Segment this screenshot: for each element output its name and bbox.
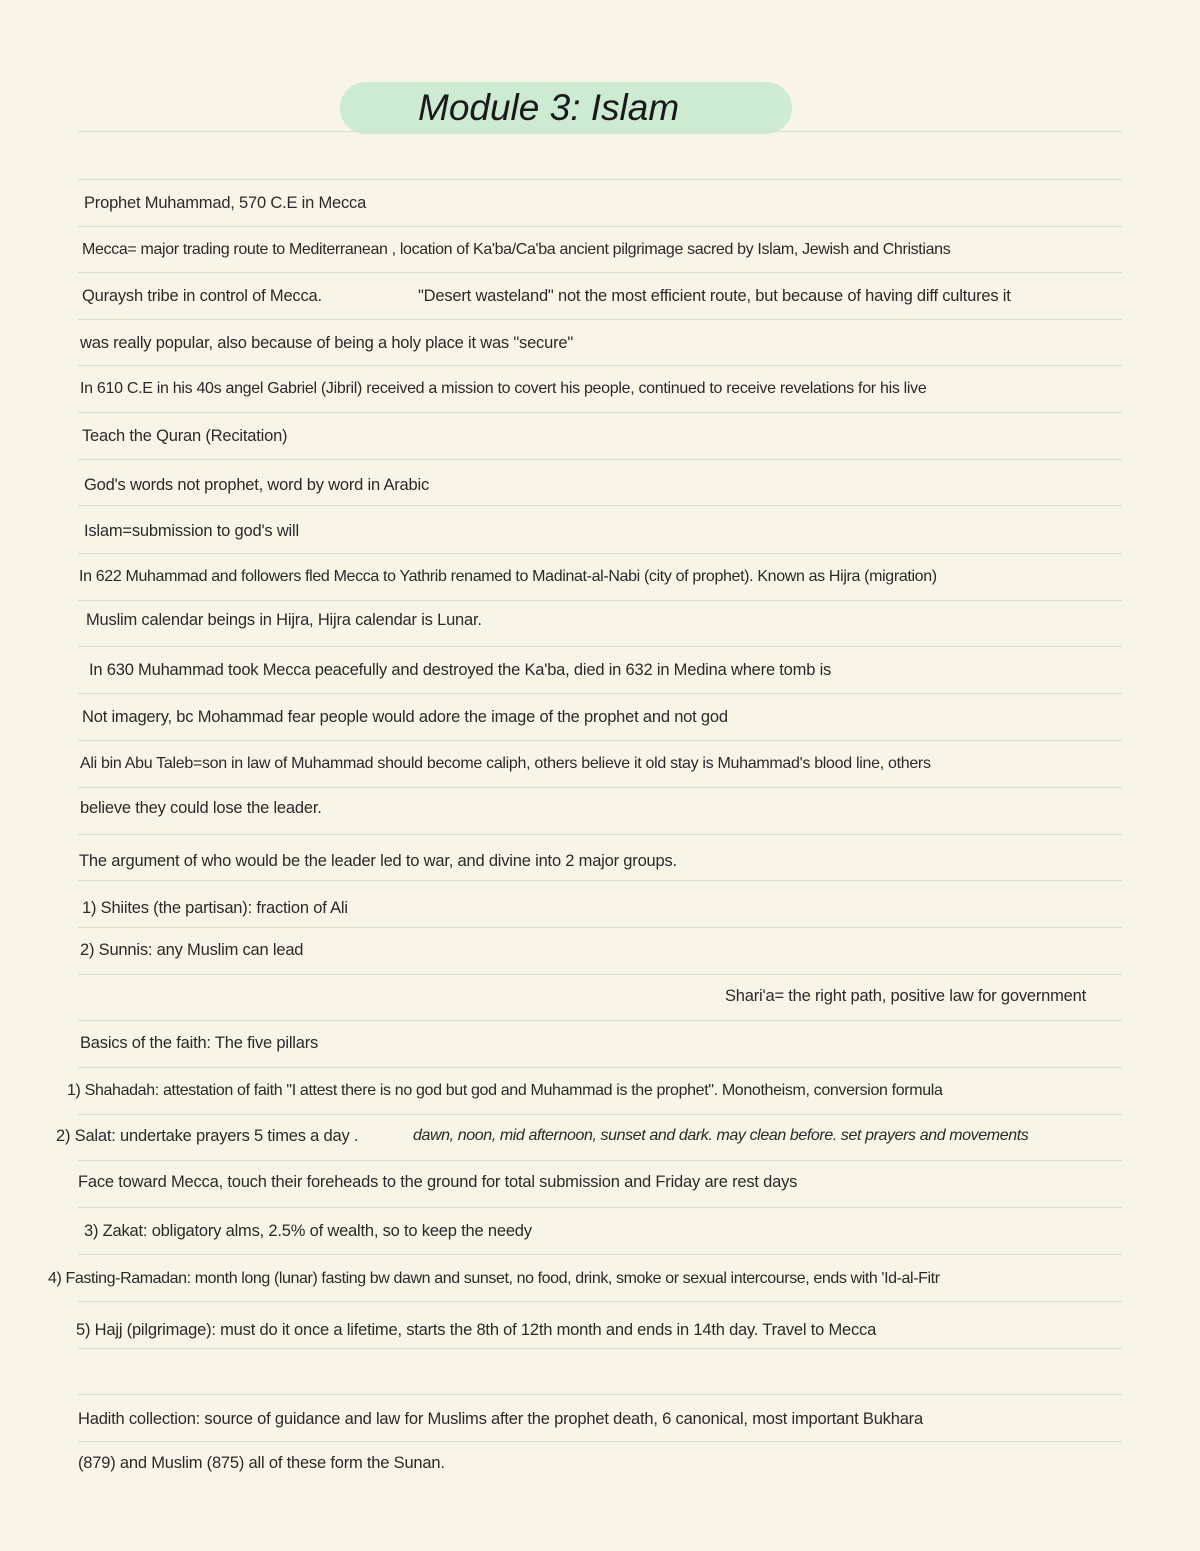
note-line: God's words not prophet, word by word in Arabic xyxy=(84,476,430,494)
note-line: Face toward Mecca, touch their foreheads to the ground for total submission and Friday are rest days xyxy=(78,1173,798,1191)
note-line: believe they could lose the leader. xyxy=(80,799,322,817)
note-line: Ali bin Abu Taleb=son in law of Muhammad should become caliph, others believe it old stay is Muhammad's blood line, others xyxy=(80,755,931,772)
note-line: Not imagery, bc Mohammad fear people would adore the image of the prophet and not god xyxy=(82,708,728,726)
rule-line xyxy=(78,600,1122,601)
note-line: 5) Hajj (pilgrimage): must do it once a lifetime, starts the 8th of 12th month and ends in 14th day. Travel to Mecca xyxy=(76,1321,877,1339)
note-line: Hadith collection: source of guidance and law for Muslims after the prophet death, 6 canonical, most important Bukhara xyxy=(78,1410,923,1428)
rule-line xyxy=(78,365,1122,366)
rule-line xyxy=(78,693,1122,694)
note-line: In 622 Muhammad and followers fled Mecca to Yathrib renamed to Madinat-al-Nabi (city of prophet). Known as Hijra (migration) xyxy=(79,568,937,585)
rule-line xyxy=(78,319,1122,320)
rule-line xyxy=(78,974,1122,975)
rule-line xyxy=(78,927,1122,928)
rule-line xyxy=(78,1301,1122,1302)
note-line: Teach the Quran (Recitation) xyxy=(82,427,288,445)
rule-line xyxy=(78,131,1122,132)
rule-line xyxy=(78,1067,1122,1068)
note-line: Mecca= major trading route to Mediterranean , location of Ka'ba/Ca'ba ancient pilgrimage sacred by Islam, Jewish and Christians xyxy=(82,241,951,258)
note-line: Muslim calendar beings in Hijra, Hijra calendar is Lunar. xyxy=(86,611,482,629)
rule-line xyxy=(78,787,1122,788)
rule-line xyxy=(78,880,1122,881)
note-line: 1) Shiites (the partisan): fraction of Ali xyxy=(82,899,348,917)
note-line: Islam=submission to god's will xyxy=(84,522,299,540)
note-line: Shari'a= the right path, positive law for government xyxy=(725,987,1086,1005)
note-line: 3) Zakat: obligatory alms, 2.5% of wealth, so to keep the needy xyxy=(84,1222,532,1240)
rule-line xyxy=(78,459,1122,460)
note-line: 1) Shahadah: attestation of faith "I attest there is no god but god and Muhammad is the prophet". Monotheism, conversion formula xyxy=(67,1082,943,1099)
note-line: 4) Fasting-Ramadan: month long (lunar) fasting bw dawn and sunset, no food, drink, smoke or sexual intercourse, ends with 'Id-al-Fitr xyxy=(48,1270,940,1287)
rule-line xyxy=(78,553,1122,554)
note-line: In 630 Muhammad took Mecca peacefully and destroyed the Ka'ba, died in 632 in Medina where tomb is xyxy=(89,661,832,679)
rule-line xyxy=(78,1441,1122,1442)
note-line: Quraysh tribe in control of Mecca. xyxy=(82,287,322,305)
note-line: The argument of who would be the leader led to war, and divine into 2 major groups. xyxy=(79,852,677,870)
note-line: 2) Salat: undertake prayers 5 times a day . xyxy=(56,1127,359,1145)
note-line: Basics of the faith: The five pillars xyxy=(80,1034,319,1052)
note-line: "Desert wasteland" not the most efficient route, but because of having diff cultures it xyxy=(418,287,1011,305)
note-line: was really popular, also because of being a holy place it was "secure" xyxy=(80,334,574,352)
rule-line xyxy=(78,740,1122,741)
page-title: Module 3: Islam xyxy=(418,87,680,128)
rule-line xyxy=(78,1348,1122,1349)
note-line: (879) and Muslim (875) all of these form the Sunan. xyxy=(78,1454,445,1472)
rule-line xyxy=(78,1114,1122,1115)
rule-line xyxy=(78,272,1122,273)
rule-line xyxy=(78,1254,1122,1255)
note-line: 2) Sunnis: any Muslim can lead xyxy=(80,941,304,959)
rule-line xyxy=(78,1394,1122,1395)
rule-line xyxy=(78,505,1122,506)
note-line: Prophet Muhammad, 570 C.E in Mecca xyxy=(84,194,367,212)
rule-line xyxy=(78,226,1122,227)
rule-line xyxy=(78,412,1122,413)
note-line: dawn, noon, mid afternoon, sunset and dark. may clean before. set prayers and movements xyxy=(413,1127,1029,1144)
rule-line xyxy=(78,179,1122,180)
rule-line xyxy=(78,1020,1122,1021)
rule-line xyxy=(78,834,1122,835)
rule-line xyxy=(78,1207,1122,1208)
rule-line xyxy=(78,1160,1122,1161)
note-line: In 610 C.E in his 40s angel Gabriel (Jibril) received a mission to covert his people, continued to receive revelations for his live xyxy=(80,380,927,397)
rule-line xyxy=(78,646,1122,647)
